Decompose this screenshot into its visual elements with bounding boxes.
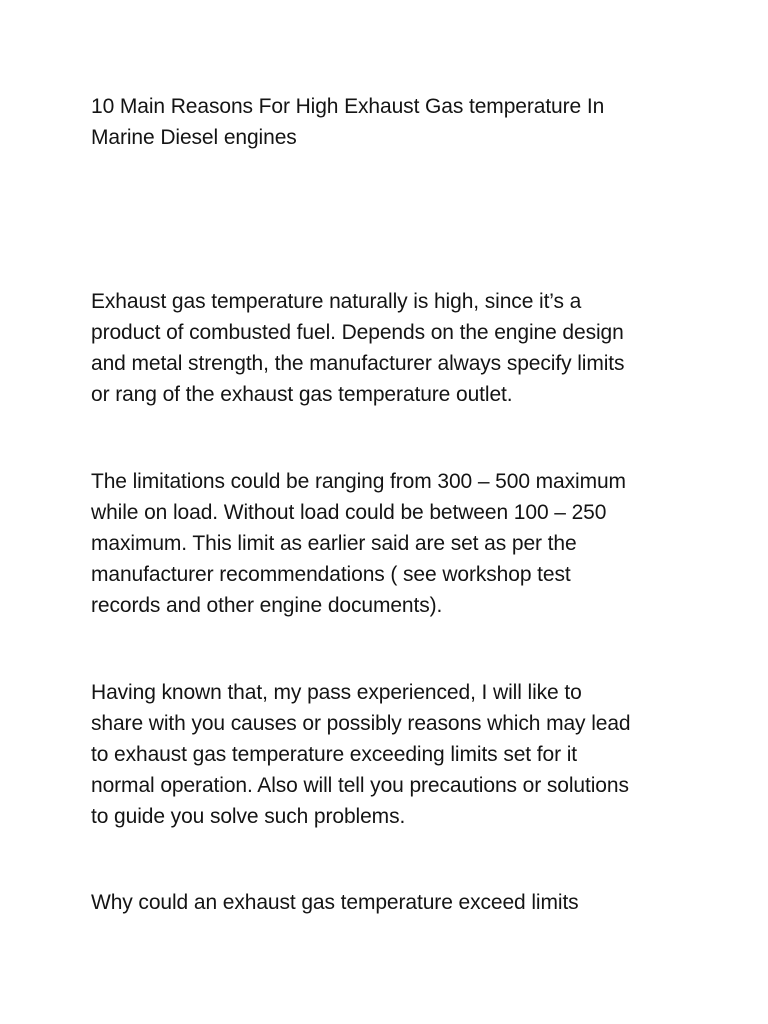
- paragraph-intro: Exhaust gas temperature naturally is high, since it’s a product of combusted fuel. Depends on the engine design and metal strength, the manufacturer always specify limits or rang of the exhaust gas temperature outlet.: [91, 290, 625, 406]
- paragraph-experience: Having known that, my pass experienced, I will like to share with you causes or possibly reasons which may lead to exhaust gas temperature exceeding limits set for it normal operation. Also will tell you precautions or solutions to guide you solve such problems.: [91, 681, 631, 828]
- paragraph-limits: The limitations could be ranging from 300 – 500 maximum while on load. Without load could be between 100 – 250 maximum. This limit as earlier said are set as per the manufacturer recommendations ( see workshop test records and other engine documents).: [91, 470, 626, 617]
- document-title: 10 Main Reasons For High Exhaust Gas temperature In Marine Diesel engines: [91, 95, 605, 149]
- section-question: Why could an exhaust gas temperature exceed limits: [91, 891, 579, 914]
